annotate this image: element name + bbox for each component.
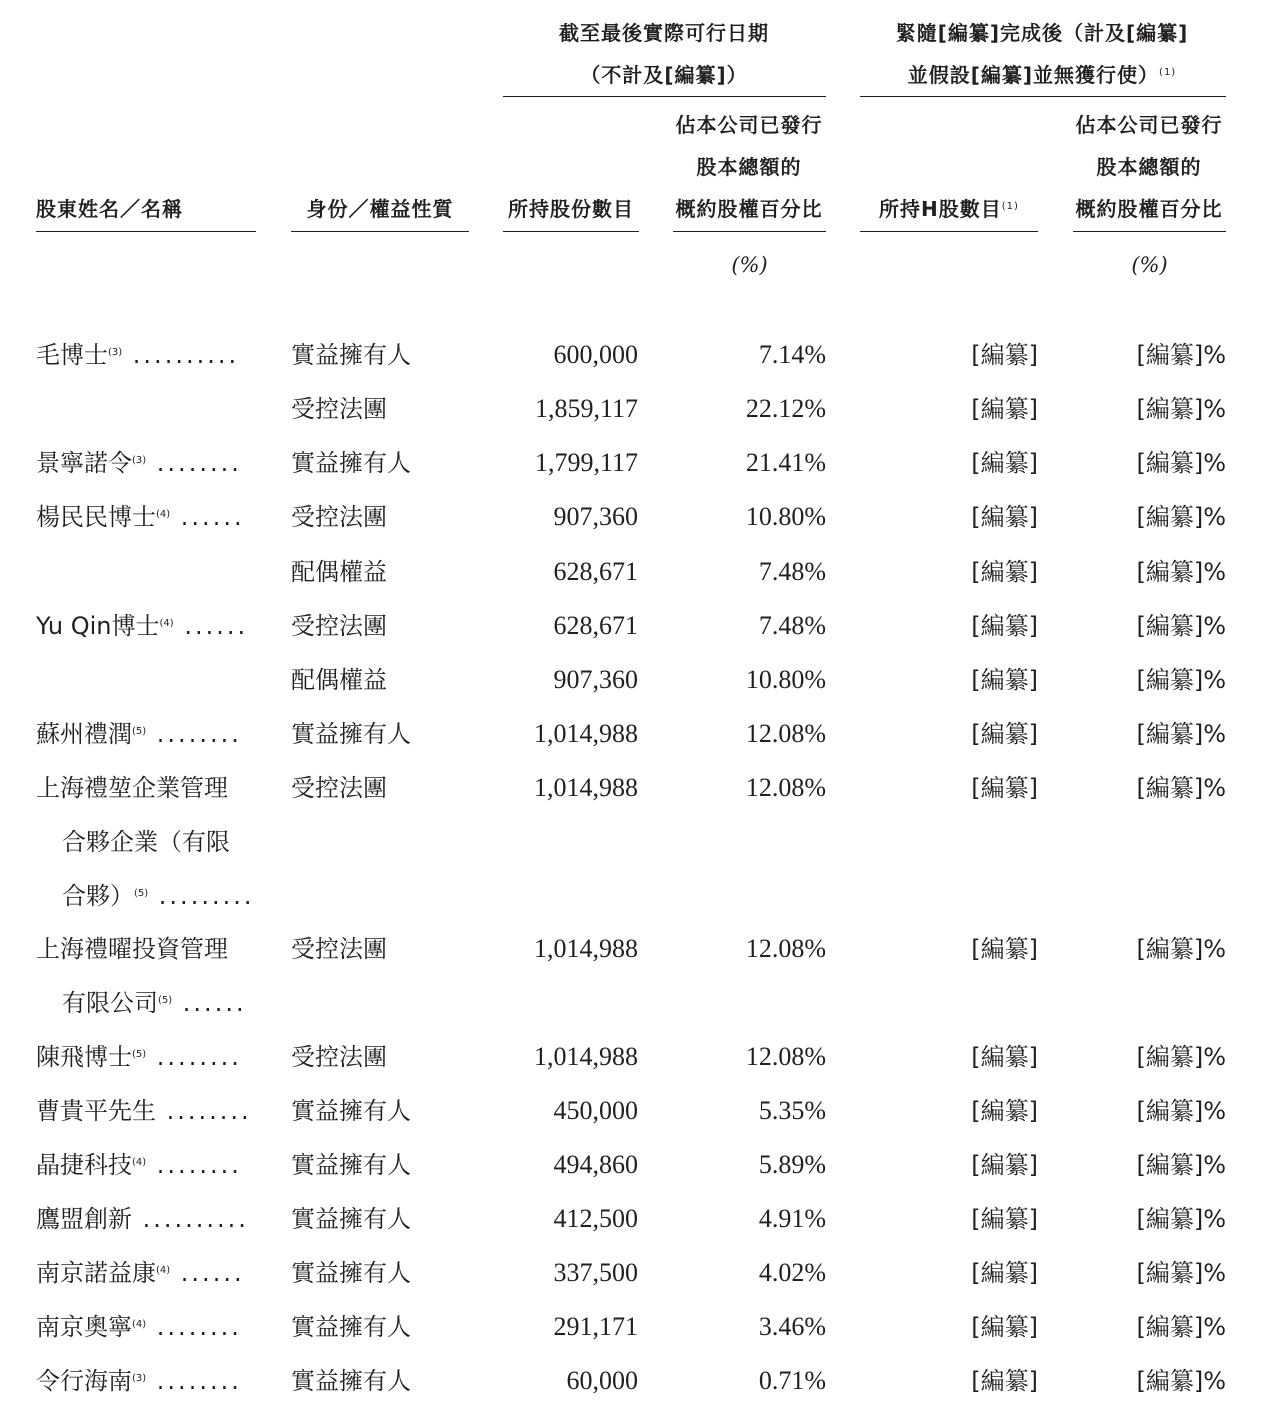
shares-held: 600,000 (553, 340, 638, 369)
shareholder-name (36, 707, 256, 761)
h-shareholding-pct: [編纂]% (1136, 395, 1226, 423)
footnote-ref: (3) (108, 347, 123, 358)
shares-held: 1,014,988 (534, 934, 638, 963)
footnote-ref: (4) (156, 509, 171, 520)
shareholding-pct: 12.08% (745, 719, 826, 748)
h-shares-held: [編纂] (971, 1151, 1038, 1179)
shares-held: 1,014,988 (534, 719, 638, 748)
leader-dots: .......... (132, 1205, 249, 1233)
shares-held: 494,860 (553, 1150, 638, 1179)
group1-header (500, 12, 828, 96)
shareholding-pct: 7.48% (758, 557, 826, 586)
group2-header-line2: 並假設[編纂]並無獲行使）$^{(1)}$ (907, 63, 1177, 87)
col-header-pct: 佔本公司已發行 股本總額的 概約股權百分比 (675, 113, 823, 221)
col-header-capacity: 身份／權益性質 (306, 197, 454, 221)
shares-held: 907,360 (553, 665, 638, 694)
h-shareholding-pct: [編纂]% (1136, 1043, 1226, 1071)
shareholder-name-text: 鷹盟創新 (36, 1205, 132, 1233)
footnote-ref: (5) (132, 726, 147, 737)
leader-dots: ........ (146, 1043, 242, 1071)
h-shares-held: [編纂] (971, 935, 1038, 963)
h-shares-held: [編纂] (971, 612, 1038, 640)
h-shares-held: [編纂] (971, 1313, 1038, 1341)
shares-held: 628,671 (553, 611, 638, 640)
group1-header-line1: 截至最後實際可行日期 (559, 21, 769, 45)
shareholder-name (36, 1030, 256, 1084)
h-shares-held: [編纂] (971, 449, 1038, 477)
footnote-ref: (1) (1159, 67, 1177, 78)
shareholding-pct: 22.12% (745, 394, 826, 423)
group2-header-line1: 緊隨[編纂]完成後（計及[編纂] (895, 21, 1189, 45)
shareholder-name (36, 922, 256, 976)
shareholder-name (36, 1192, 256, 1246)
col-capacity-rule (291, 231, 469, 232)
shareholding-pct: 3.46% (758, 1312, 826, 1341)
h-shares-held: [編纂] (971, 774, 1038, 802)
h-shareholding-pct: [編纂]% (1136, 774, 1226, 802)
capacity: 受控法團 (291, 1043, 387, 1071)
col-header-hshares: 所持H股數目$^{(1)}$ (879, 197, 1019, 221)
shareholder-name (36, 328, 256, 382)
footnote-ref: (3) (132, 1373, 147, 1384)
shareholding-pct: 4.91% (758, 1204, 826, 1233)
shares-held: 1,014,988 (534, 773, 638, 802)
col-pct-rule (673, 231, 826, 232)
shareholding-pct: 10.80% (745, 502, 826, 531)
h-shareholding-pct: [編纂]% (1136, 720, 1226, 748)
capacity: 實益擁有人 (291, 1259, 411, 1287)
shareholder-name-text: 合夥） (62, 882, 134, 910)
shareholding-pct: 5.35% (758, 1096, 826, 1125)
h-shareholding-pct: [編纂]% (1136, 935, 1226, 963)
shareholder-name-text: Yu Qin博士 (36, 612, 160, 640)
capacity: 實益擁有人 (291, 449, 411, 477)
shareholder-name-text: 上海禮堃企業管理 (36, 774, 228, 802)
footnote-ref: (4) (159, 618, 174, 629)
group1-header-line2: （不計及[編纂]） (580, 63, 748, 87)
h-shares-held: [編纂] (971, 341, 1038, 369)
shares-held: 291,171 (553, 1312, 638, 1341)
col-pct2-unit: (%) (1131, 253, 1168, 277)
leader-dots: ........ (146, 720, 242, 748)
leader-dots: ......... (148, 882, 255, 910)
shareholding-pct: 12.08% (745, 1042, 826, 1071)
col-pct-unit: (%) (731, 253, 768, 277)
shareholder-name-text: 蘇州禮潤 (36, 720, 132, 748)
col-hshares-rule (860, 231, 1038, 232)
h-shares-held: [編纂] (971, 666, 1038, 694)
col-pct2-rule (1073, 231, 1226, 232)
h-shareholding-pct: [編纂]% (1136, 341, 1226, 369)
h-shareholding-pct: [編纂]% (1136, 1151, 1226, 1179)
h-shareholding-pct: [編纂]% (1136, 503, 1226, 531)
shareholding-pct: 10.80% (745, 665, 826, 694)
shareholding-pct: 12.08% (745, 773, 826, 802)
shareholder-name (62, 869, 256, 923)
capacity: 實益擁有人 (291, 1205, 411, 1233)
footnote-ref: (4) (132, 1319, 147, 1330)
shareholder-name (36, 436, 256, 490)
h-shareholding-pct: [編纂]% (1136, 1367, 1226, 1395)
shares-held: 412,500 (553, 1204, 638, 1233)
leader-dots: ...... (170, 1259, 245, 1287)
leader-dots: ........ (156, 1097, 252, 1125)
capacity: 配偶權益 (291, 558, 387, 586)
shareholder-name-text: 上海禮曜投資管理 (36, 935, 228, 963)
shareholder-name (36, 1138, 256, 1192)
leader-dots: ........ (146, 1367, 242, 1395)
shareholder-name (36, 1354, 256, 1408)
shareholder-name-text: 晶捷科技 (36, 1151, 132, 1179)
shareholder-name-text: 曹貴平先生 (36, 1097, 156, 1125)
capacity: 實益擁有人 (291, 720, 411, 748)
leader-dots: ...... (173, 612, 249, 640)
shareholder-name-text: 有限公司 (62, 989, 158, 1017)
h-shares-held: [編纂] (971, 1367, 1038, 1395)
shareholder-name (36, 1246, 256, 1300)
shareholder-name-text: 景寧諾令 (36, 449, 132, 477)
capacity: 受控法團 (291, 612, 387, 640)
shares-held: 337,500 (553, 1258, 638, 1287)
capacity: 受控法團 (291, 503, 387, 531)
h-shares-held: [編纂] (971, 1043, 1038, 1071)
col-name-rule (36, 231, 256, 232)
footnote-ref: (4) (156, 1265, 171, 1276)
col-header-shares: 所持股份數目 (508, 197, 634, 221)
shareholding-pct: 21.41% (745, 448, 826, 477)
leader-dots: ........ (146, 1151, 242, 1179)
h-shareholding-pct: [編纂]% (1136, 612, 1226, 640)
shareholder-name-text: 陳飛博士 (36, 1043, 132, 1071)
h-shareholding-pct: [編纂]% (1136, 1205, 1226, 1233)
shareholder-name-text: 南京諾益康 (36, 1259, 156, 1287)
shares-held: 60,000 (566, 1366, 638, 1395)
footnote-ref: (5) (158, 995, 173, 1006)
capacity: 受控法團 (291, 774, 387, 802)
h-shares-held: [編纂] (971, 1205, 1038, 1233)
shareholder-name-text: 楊民民博士 (36, 503, 156, 531)
h-shareholding-pct: [編纂]% (1136, 666, 1226, 694)
shares-held: 1,859,117 (534, 394, 638, 423)
leader-dots: ...... (172, 989, 247, 1017)
h-shares-held: [編纂] (971, 503, 1038, 531)
capacity: 實益擁有人 (291, 1097, 411, 1125)
capacity: 受控法團 (291, 395, 387, 423)
col-header-name: 股東姓名／名稱 (36, 197, 183, 221)
shareholding-pct: 7.48% (758, 611, 826, 640)
shares-held: 628,671 (553, 557, 638, 586)
shareholding-pct: 7.14% (758, 340, 826, 369)
h-shares-held: [編纂] (971, 558, 1038, 586)
shareholder-name (36, 1300, 256, 1354)
shareholder-name-text: 合夥企業（有限 (62, 828, 230, 856)
leader-dots: ........ (146, 1313, 242, 1341)
shareholding-pct: 5.89% (758, 1150, 826, 1179)
footnote-ref: (4) (132, 1157, 147, 1168)
shareholder-name-text: 令行海南 (36, 1367, 132, 1395)
footnote-ref: (1) (1001, 201, 1019, 212)
capacity: 實益擁有人 (291, 1313, 411, 1341)
shareholder-name (36, 1084, 256, 1138)
group2-header (856, 12, 1228, 96)
group1-rule (503, 96, 826, 97)
col-shares-rule (503, 231, 639, 232)
capacity: 實益擁有人 (291, 341, 411, 369)
capacity: 實益擁有人 (291, 1367, 411, 1395)
footnote-ref: (5) (132, 1049, 147, 1060)
h-shares-held: [編纂] (971, 720, 1038, 748)
shares-held: 907,360 (553, 502, 638, 531)
group2-rule (860, 96, 1226, 97)
shareholding-pct: 0.71% (758, 1366, 826, 1395)
shares-held: 450,000 (553, 1096, 638, 1125)
capacity: 配偶權益 (291, 666, 387, 694)
shareholding-pct: 4.02% (758, 1258, 826, 1287)
leader-dots: .......... (122, 341, 240, 369)
capacity: 實益擁有人 (291, 1151, 411, 1179)
col-header-pct2: 佔本公司已發行 股本總額的 概約股權百分比 (1075, 113, 1223, 221)
shareholder-name (36, 761, 256, 815)
h-shares-held: [編纂] (971, 395, 1038, 423)
h-shareholding-pct: [編纂]% (1136, 449, 1226, 477)
leader-dots: ...... (170, 503, 245, 531)
footnote-ref: (5) (134, 888, 149, 899)
h-shareholding-pct: [編纂]% (1136, 558, 1226, 586)
footnote-ref: (3) (132, 455, 147, 466)
shareholder-name (36, 490, 256, 544)
h-shares-held: [編纂] (971, 1259, 1038, 1287)
shareholder-name (36, 599, 256, 653)
capacity: 受控法團 (291, 935, 387, 963)
h-shareholding-pct: [編纂]% (1136, 1097, 1226, 1125)
h-shares-held: [編纂] (971, 1097, 1038, 1125)
shareholder-name-text: 毛博士 (36, 341, 108, 369)
shares-held: 1,014,988 (534, 1042, 638, 1071)
leader-dots: ........ (146, 449, 242, 477)
shareholding-pct: 12.08% (745, 934, 826, 963)
h-shareholding-pct: [編纂]% (1136, 1313, 1226, 1341)
shareholder-name (62, 815, 256, 869)
shares-held: 1,799,117 (534, 448, 638, 477)
shareholder-name (62, 976, 256, 1030)
h-shareholding-pct: [編纂]% (1136, 1259, 1226, 1287)
shareholder-name-text: 南京奧寧 (36, 1313, 132, 1341)
